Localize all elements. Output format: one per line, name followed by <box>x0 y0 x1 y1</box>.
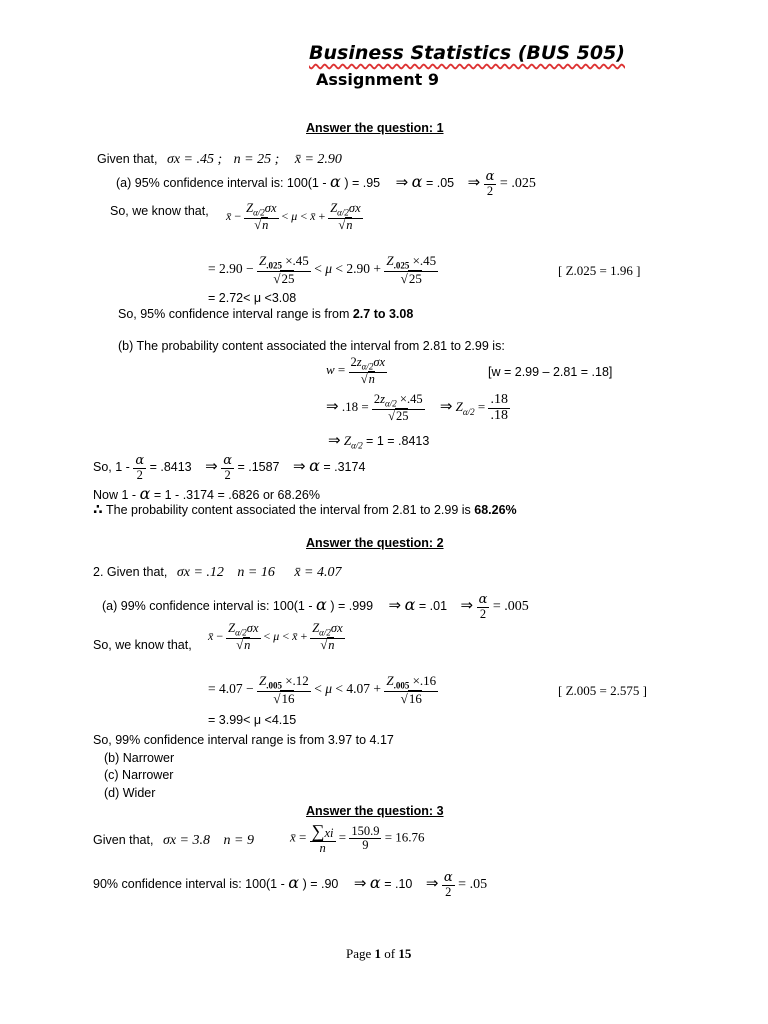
q1-a-eq2: = .025 <box>499 176 536 192</box>
q1-018-formula: ⇒ .18 = $\frac{2z_{\alpha/2} \times.45}{√25}$ ⇒ $Z_{\alpha/2}$ = $\frac{.18}{.18}$ <box>326 392 508 424</box>
q3-sigma: σx = 3.8 <box>162 833 211 848</box>
q1-now-line: Now 1 - α = 1 - .3174 = .6826 or 68.26% <box>93 484 320 503</box>
page-footer <box>346 946 411 962</box>
q2-c: (c) Narrower <box>104 768 174 782</box>
q1-calc-line: = 2.90 − $\frac{Z_{.025} \times.45}{√25}$ < μ < 2.90 + $\frac{Z_{.025} \times.45}{√25}$ <box>208 253 437 287</box>
q2-ci-formula: x̄ − $\frac{Z_{\alpha/2}\sigma x}{√n}$ < μ < x̄ + $\frac{Z_{\alpha/2}\sigma x}{√n}$ <box>208 621 343 652</box>
q3-ci-line: 90% confidence interval is: 100(1 - α ) = .90 ⇒ α = .10 ⇒ $\frac{\alpha}{2}$ = .05 <box>93 870 488 899</box>
q3-ci-eq2: = .05 <box>458 877 488 893</box>
q1-now-prefix: Now 1 - <box>93 488 137 502</box>
alpha-over-2: $\frac{\alpha}{2}$ <box>485 169 495 198</box>
document-subtitle: Assignment 9 <box>316 70 440 89</box>
page-of: of <box>384 946 396 961</box>
q1-conclusion-range: 2.7 to 3.08 <box>352 307 414 321</box>
q1-n: n = 25 ; <box>233 152 280 167</box>
q3-xbar-formula: x̄ = $\frac{\sum xi}{n}$ = $\frac{150.9}{9}$ = 16.76 <box>290 821 425 855</box>
q1-so1-eq1: = .8413 <box>149 460 192 475</box>
q1-z-den: .18 <box>490 407 508 423</box>
q1-therefore-value: 68.26% <box>474 503 517 517</box>
implies-arrow: ⇒ <box>395 173 409 192</box>
q2-a-eq2: = .005 <box>492 599 529 615</box>
q1-therefore-text: The probability content associated the interval from 2.81 to 2.99 is <box>106 503 471 517</box>
q3-n: n = 9 <box>223 833 254 848</box>
q1-now-suffix: = 1 - .3174 = .6826 or 68.26% <box>153 488 320 502</box>
q1-xbar: x̄ = 2.90 <box>294 152 342 167</box>
page-total: 15 <box>398 946 412 961</box>
q3-ci-eq1: = .10 <box>384 877 413 892</box>
implies-arrow: ⇒ <box>467 173 481 192</box>
q1-so1-line: So, 1 - $\frac{\alpha}{2}$ = .8413 ⇒ $\frac{\alpha}{2}$ = .1587 ⇒ α = .3174 <box>93 453 366 482</box>
q1-ci-formula: x̄ − $\frac{Z_{\alpha/2}\sigma x}{√n}$ < μ < x̄ + $\frac{Z_{\alpha/2}\sigma x}{√n}$ <box>226 201 361 232</box>
q1-a-eq1: = .05 <box>425 176 455 191</box>
page-prefix: Page <box>346 946 372 961</box>
q2-d: (d) Wider <box>104 786 156 800</box>
q2-result-range: = 3.99< μ <4.15 <box>208 713 297 727</box>
q1-given-label: Given that, <box>97 152 158 166</box>
page-number: 1 <box>374 946 382 961</box>
q2-given-line <box>93 565 342 581</box>
alpha-symbol: α <box>411 172 423 192</box>
q1-so1-prefix: So, 1 - <box>93 460 130 475</box>
q3-given-line <box>93 833 254 849</box>
q1-so1-eq2: = .1587 <box>237 460 280 475</box>
q2-conclusion: So, 99% confidence interval range is from 3.97 to 4.17 <box>93 733 394 747</box>
q3-ci-prefix: 90% confidence interval is: 100(1 - <box>93 877 285 892</box>
q2-a-mid: ) = .999 <box>330 599 374 614</box>
alpha-symbol: α <box>330 172 341 192</box>
q2-z-bracket: [ Z.005 = 2.575 ] <box>558 683 647 698</box>
q1-result-range: = 2.72< μ <3.08 <box>208 291 297 305</box>
q2-so-know: So, we know that, <box>93 638 192 652</box>
q2-n: n = 16 <box>237 565 275 580</box>
q1-sigma: σx = .45 ; <box>166 152 223 167</box>
q2-given-label: 2. Given that, <box>93 565 168 579</box>
therefore-icon: ∴ <box>93 501 103 517</box>
q1-z-num: .18 <box>490 392 508 407</box>
q2-a-eq1: = .01 <box>418 599 448 614</box>
q2-a-line: (a) 99% confidence interval is: 100(1 - α ) = .999 ⇒ α = .01 ⇒ $\frac{\alpha}{2}$ = .005 <box>102 592 529 621</box>
q1-z-line: ⇒ $Z_{\alpha/2} = 1 = .8413$ <box>328 431 430 451</box>
q1-z-bracket: [ Z.025 = 1.96 ] <box>558 263 641 278</box>
q1-w-formula: w = $\frac{2z_{\alpha/2}\sigma x}{√n}$ <box>326 355 386 386</box>
q1-so1-eq3: = .3174 <box>323 460 366 475</box>
q2-xbar: x̄ = 4.07 <box>294 565 342 580</box>
q1-z-equals: = 1 = .8413 <box>366 434 430 448</box>
q2-a-prefix: (a) 99% confidence interval is: 100(1 - <box>102 599 313 614</box>
q2-sigma: σx = .12 <box>176 565 224 580</box>
q1-so-know: So, we know that, <box>110 204 209 218</box>
q3-given-label: Given that, <box>93 833 154 847</box>
q2-b: (b) Narrower <box>104 751 175 765</box>
q1-b-text: (b) The probability content associated the interval from 2.81 to 2.99 is: <box>118 339 505 353</box>
q3-heading: Answer the question: 3 <box>306 804 444 818</box>
q1-heading: Answer the question: 1 <box>306 121 444 135</box>
q3-xbar-num: 150.9 <box>351 823 380 838</box>
q1-given-line <box>97 152 342 168</box>
q3-xbar-result: = 16.76 <box>384 829 425 845</box>
q1-a-line <box>116 170 536 198</box>
q1-know-line <box>110 204 209 218</box>
q1-conclusion <box>118 307 413 321</box>
q1-a-prefix: (a) 95% confidence interval is: 100(1 - <box>116 176 327 191</box>
q1-w-bracket: [w = 2.99 – 2.81 = .18] <box>488 365 613 379</box>
q2-heading: Answer the question: 2 <box>306 536 444 550</box>
q2-calc-line: = 4.07 − $\frac{Z_{.005} \times.12}{√16}$ < μ < 4.07 + $\frac{Z_{.005} \times.16}{√16}$ <box>208 673 437 707</box>
q1-therefore-line <box>93 501 517 518</box>
q3-ci-mid: ) = .90 <box>302 877 339 892</box>
q1-a-mid: ) = .95 <box>344 176 381 191</box>
q3-xbar-den: 9 <box>362 838 369 852</box>
document-title: Business Statistics (BUS 505) <box>309 42 625 64</box>
q1-conclusion-prefix: So, 95% confidence interval range is from <box>118 307 350 321</box>
